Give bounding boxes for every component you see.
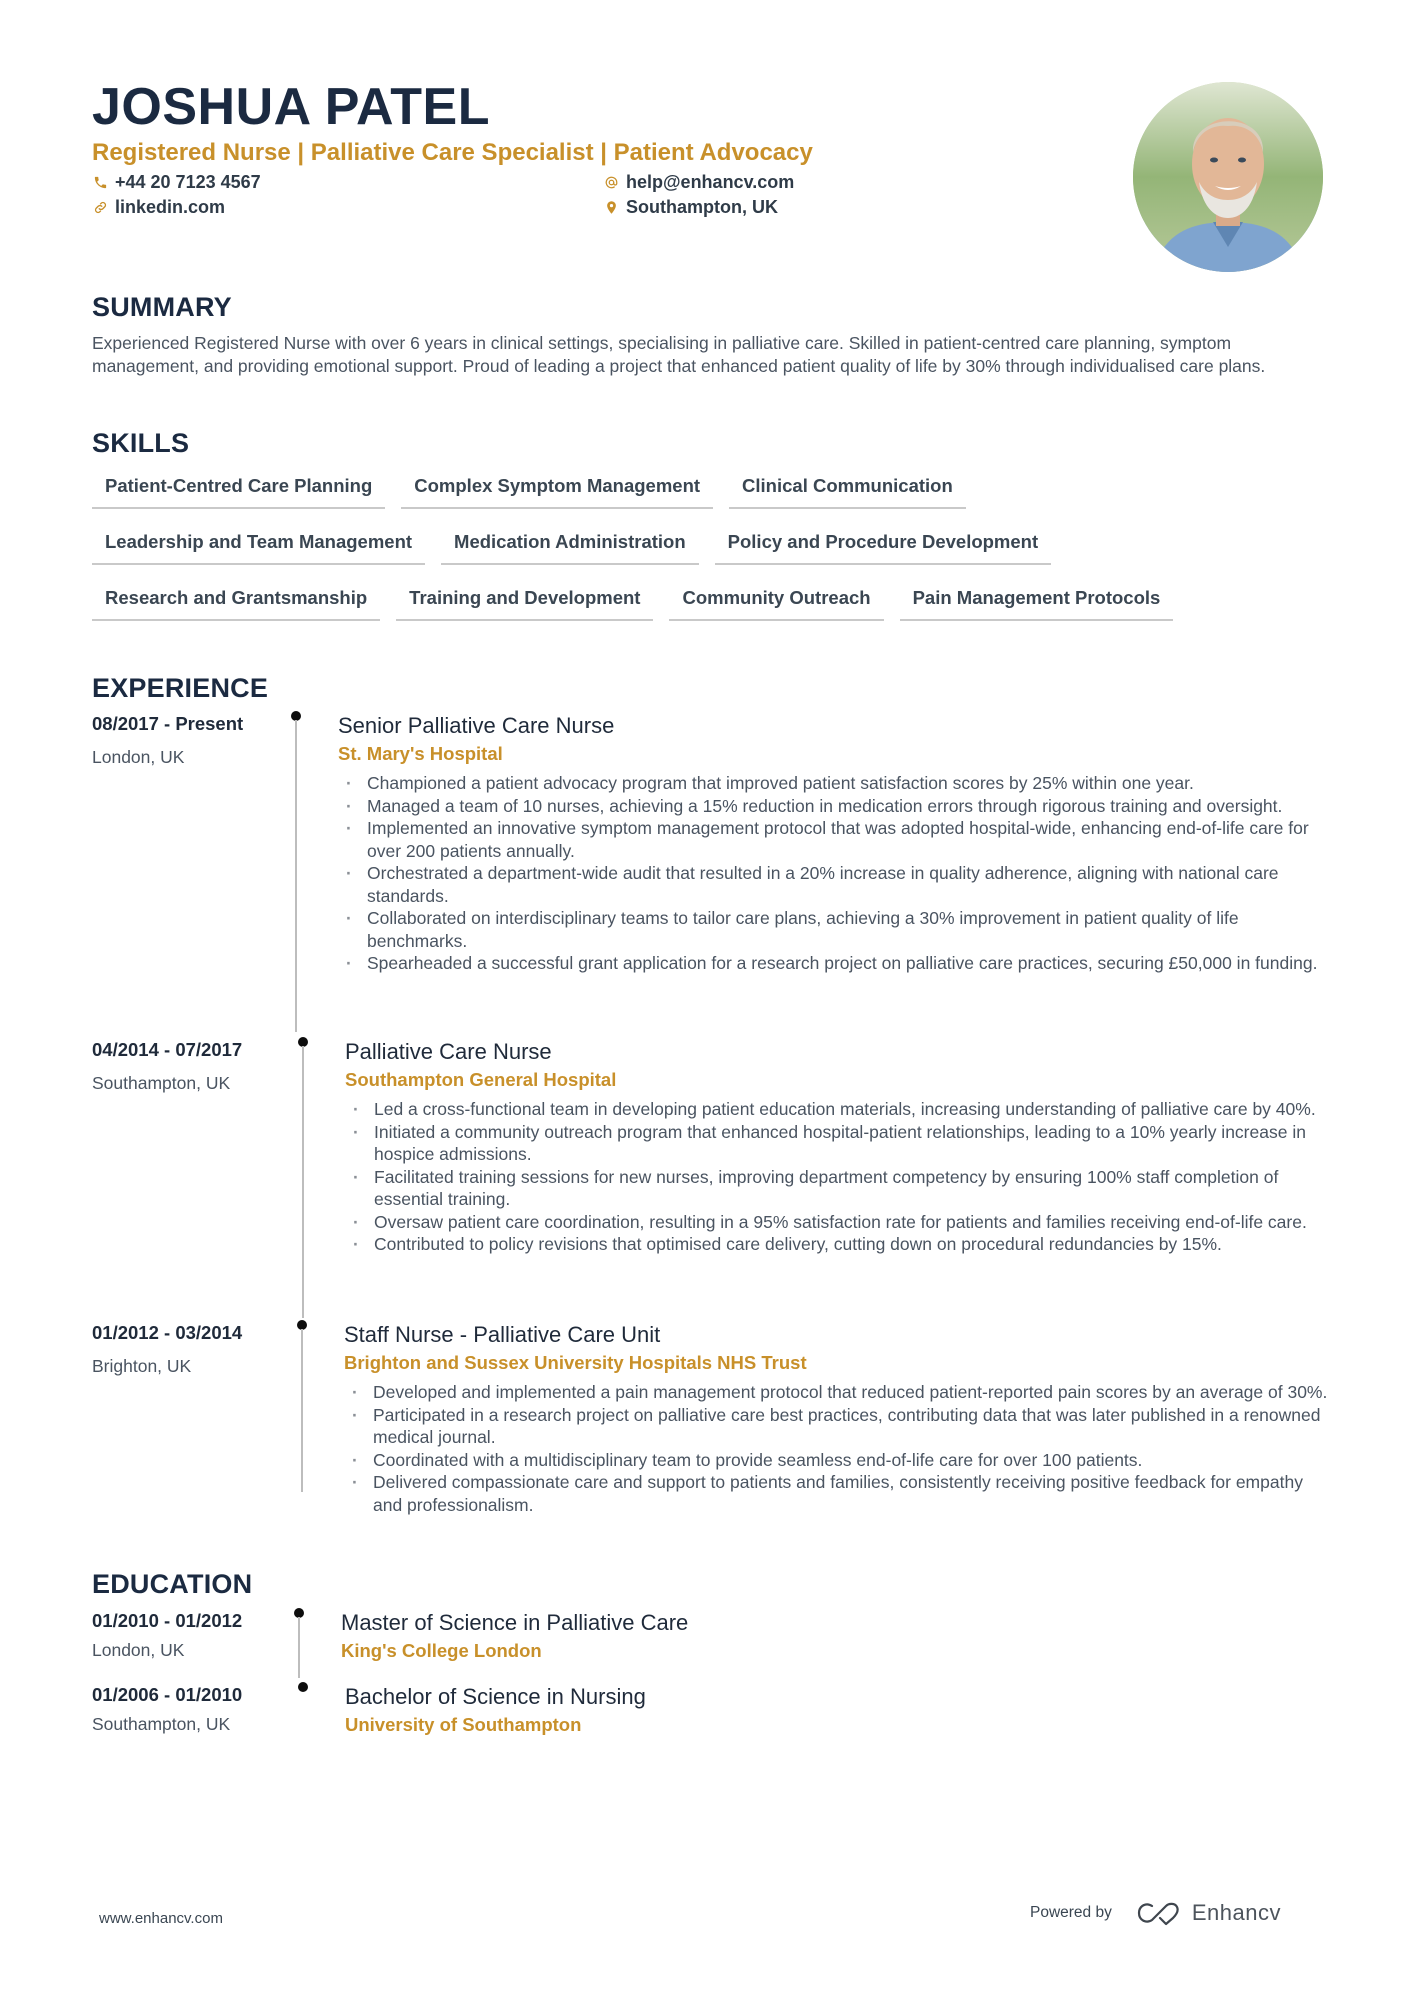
- bullet-item: · Participated in a research project on palliative care best practices, contributing data that was later published in a renowned medical journal.: [344, 1404, 1334, 1449]
- experience-dates: 01/2012 - 03/2014: [92, 1322, 243, 1343]
- skill-tag: Policy and Procedure Development: [715, 524, 1051, 565]
- education-degree: Master of Science in Palliative Care: [341, 1610, 689, 1635]
- skill-tag: Leadership and Team Management: [92, 524, 425, 565]
- education-degree: Bachelor of Science in Nursing: [345, 1684, 646, 1709]
- skill-tag: Community Outreach: [669, 580, 883, 621]
- location-value: Southampton, UK: [626, 197, 778, 217]
- link-icon: [92, 198, 108, 216]
- bullet-item: · Developed and implemented a pain management protocol that reduced patient-reported pain scores by an average of 30%.: [344, 1381, 1334, 1404]
- enhancv-logo-icon: [1136, 1900, 1182, 1926]
- avatar: [1133, 82, 1323, 272]
- education-body: [345, 1683, 1245, 1737]
- education-location: London, UK: [92, 1640, 185, 1660]
- email-value[interactable]: help@enhancv.com: [626, 172, 795, 192]
- skill-tag: Clinical Communication: [729, 468, 966, 509]
- experience-body: [345, 1038, 1335, 1256]
- phone-icon: [92, 173, 108, 191]
- footer-powered-by[interactable]: [1030, 1900, 1281, 1926]
- profile-photo-illustration: [1133, 82, 1323, 272]
- education-item: [92, 1683, 1332, 1743]
- brand-logo[interactable]: [1136, 1900, 1281, 1926]
- phone-value: +44 20 7123 4567: [115, 172, 261, 192]
- experience-item: [92, 712, 1332, 1022]
- contact-linkedin[interactable]: [92, 196, 225, 218]
- experience-body: [338, 712, 1338, 975]
- summary-heading: SUMMARY: [92, 292, 232, 322]
- bullet-item: · Led a cross-functional team in developing patient education materials, increasing understanding of palliative care by 40%.: [345, 1098, 1335, 1121]
- skill-tag: Patient-Centred Care Planning: [92, 468, 385, 509]
- candidate-headline: Registered Nurse | Palliative Care Specialist | Patient Advocacy: [92, 139, 813, 166]
- bullet-item: · Implemented an innovative symptom management protocol that was adopted hospital-wide, enhancing end-of-life care for over 200 patients annually.: [338, 817, 1338, 862]
- at-icon: [603, 173, 619, 191]
- experience-location: London, UK: [92, 747, 185, 767]
- bullet-item: · Orchestrated a department-wide audit that resulted in a 20% increase in quality adherence, aligning with national care standards.: [338, 862, 1338, 907]
- skills-heading: SKILLS: [92, 428, 190, 458]
- experience-role: Palliative Care Nurse: [345, 1039, 552, 1064]
- education-institution: University of Southampton: [345, 1714, 582, 1735]
- summary-text: Experienced Registered Nurse with over 6 years in clinical settings, specialising in palliative care. Skilled in patient-centred care planning, symptom management, and providing emotional support. Proud of leading a project that enhanced patient quality of life by 30% through individualised care plans.: [92, 333, 1266, 376]
- experience-organization: Brighton and Sussex University Hospitals NHS Trust: [344, 1352, 807, 1373]
- bullet-item: · Managed a team of 10 nurses, achieving a 15% reduction in medication errors through rigorous training and oversight.: [338, 795, 1338, 818]
- bullet-item: · Initiated a community outreach program that enhanced hospital-patient relationships, leading to a 10% yearly increase in hospice admissions.: [345, 1121, 1335, 1166]
- education-body: [341, 1609, 1241, 1663]
- experience-heading: EXPERIENCE: [92, 673, 269, 703]
- skill-tag: Pain Management Protocols: [900, 580, 1174, 621]
- experience-role: Staff Nurse - Palliative Care Unit: [344, 1322, 661, 1347]
- bullet-item: · Championed a patient advocacy program that improved patient satisfaction scores by 25% within one year.: [338, 772, 1338, 795]
- education-dates: 01/2010 - 01/2012: [92, 1610, 243, 1631]
- education-institution: King's College London: [341, 1640, 542, 1661]
- experience-location: Brighton, UK: [92, 1356, 192, 1376]
- skill-tag: Training and Development: [396, 580, 653, 621]
- skill-tag: Research and Grantsmanship: [92, 580, 380, 621]
- experience-item: [92, 1321, 1332, 1551]
- bullet-item: · Collaborated on interdisciplinary teams to tailor care plans, achieving a 30% improvement in patient quality of life benchmarks.: [338, 907, 1338, 952]
- powered-by-label: Powered by: [1030, 1904, 1112, 1921]
- experience-item: [92, 1038, 1332, 1298]
- experience-bullets: [345, 1098, 1335, 1256]
- experience-dates: 08/2017 - Present: [92, 713, 244, 734]
- experience-bullets: [338, 772, 1338, 975]
- experience-body: [344, 1321, 1334, 1516]
- linkedin-value[interactable]: linkedin.com: [115, 197, 226, 217]
- bullet-item: · Spearheaded a successful grant application for a research project on palliative care practices, securing £50,000 in funding.: [338, 952, 1338, 975]
- timeline-dot: [298, 1682, 308, 1692]
- skill-tag: Medication Administration: [441, 524, 699, 565]
- education-dates: 01/2006 - 01/2010: [92, 1684, 243, 1705]
- experience-organization: St. Mary's Hospital: [338, 743, 503, 764]
- timeline-line: [295, 720, 297, 1032]
- education-item: [92, 1609, 1332, 1679]
- experience-location: Southampton, UK: [92, 1073, 231, 1093]
- timeline-line: [298, 1617, 300, 1678]
- bullet-item: · Contributed to policy revisions that optimised care delivery, cutting down on procedural redundancies by 15%.: [345, 1233, 1335, 1256]
- experience-dates: 04/2014 - 07/2017: [92, 1039, 243, 1060]
- candidate-name: JOSHUA PATEL: [92, 78, 490, 136]
- location-pin-icon: [603, 198, 619, 216]
- education-heading: EDUCATION: [92, 1569, 253, 1599]
- experience-role: Senior Palliative Care Nurse: [338, 713, 615, 738]
- education-location: Southampton, UK: [92, 1714, 231, 1734]
- experience-organization: Southampton General Hospital: [345, 1069, 617, 1090]
- footer-website-link[interactable]: www.enhancv.com: [99, 1910, 223, 1927]
- timeline-line: [301, 1329, 303, 1492]
- contact-email[interactable]: [603, 171, 794, 193]
- bullet-item: · Facilitated training sessions for new nurses, improving department competency by ensuring 100% staff completion of essential training.: [345, 1166, 1335, 1211]
- skill-tag: Complex Symptom Management: [401, 468, 713, 509]
- bullet-item: · Coordinated with a multidisciplinary team to provide seamless end-of-life care for over 100 patients.: [344, 1449, 1334, 1472]
- contact-phone: [92, 171, 261, 193]
- bullet-item: · Oversaw patient care coordination, resulting in a 95% satisfaction rate for patients and families receiving end-of-life care.: [345, 1211, 1335, 1234]
- timeline-line: [302, 1046, 304, 1318]
- bullet-item: · Delivered compassionate care and support to patients and families, consistently receiving positive feedback for empathy and professionalism.: [344, 1471, 1334, 1516]
- brand-name: Enhancv: [1191, 1900, 1281, 1925]
- contact-location: [603, 196, 778, 218]
- skills-list: [92, 468, 1332, 621]
- experience-bullets: [344, 1381, 1334, 1516]
